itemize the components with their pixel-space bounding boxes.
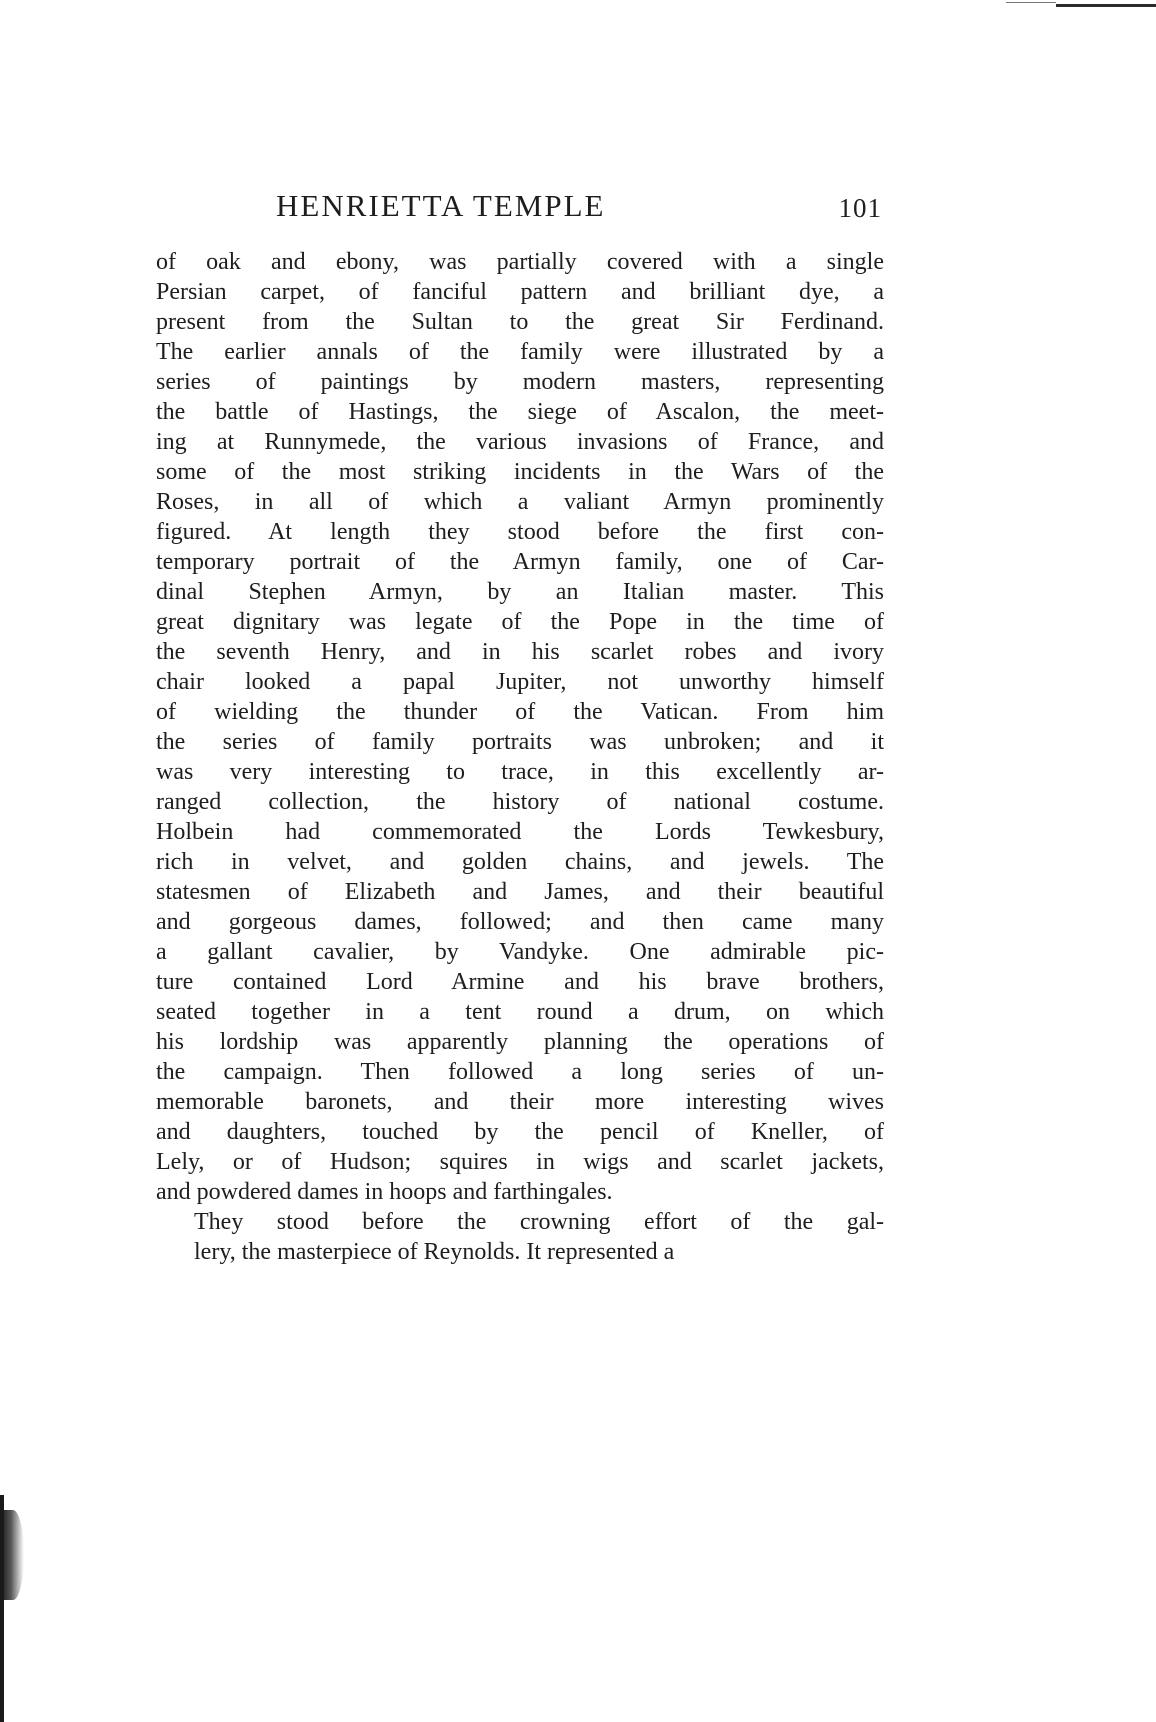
body-text xyxy=(156,247,884,1267)
text-line: the campaign. Then followed a long series of un- xyxy=(156,1059,884,1085)
running-title: HENRIETTA TEMPLE xyxy=(276,188,606,223)
scan-edge-mark xyxy=(1006,2,1056,3)
text-line: They stood before the crowning effort of the gal- xyxy=(194,1209,884,1235)
text-line: the series of family portraits was unbroken; and it xyxy=(156,729,884,755)
text-line: and gorgeous dames, followed; and then came many xyxy=(156,909,884,935)
paragraph xyxy=(156,1207,884,1267)
page-number: 101 xyxy=(838,193,882,223)
text-line: memorable baronets, and their more interesting wives xyxy=(156,1089,884,1115)
text-line: chair looked a papal Jupiter, not unworthy himself xyxy=(156,669,884,695)
paragraph xyxy=(156,247,884,1207)
text-line: figured. At length they stood before the first con- xyxy=(156,519,884,545)
text-line: ing at Runnymede, the various invasions of France, and xyxy=(156,429,884,455)
text-line: dinal Stephen Armyn, by an Italian master. This xyxy=(156,579,884,605)
text-line: some of the most striking incidents in the Wars of the xyxy=(156,459,884,485)
text-line: ture contained Lord Armine and his brave brothers, xyxy=(156,969,884,995)
text-line: the battle of Hastings, the siege of Ascalon, the meet- xyxy=(156,399,884,425)
text-line: lery, the masterpiece of Reynolds. It represented a xyxy=(194,1239,675,1265)
text-line: The earlier annals of the family were illustrated by a xyxy=(156,339,884,365)
text-line: Roses, in all of which a valiant Armyn prominently xyxy=(156,489,884,515)
text-line: series of paintings by modern masters, representing xyxy=(156,369,884,395)
scan-binding-edge xyxy=(0,1495,4,1722)
text-line: Persian carpet, of fanciful pattern and brilliant dye, a xyxy=(156,279,884,305)
text-line: of oak and ebony, was partially covered with a single xyxy=(156,249,884,275)
text-line: Lely, or of Hudson; squires in wigs and scarlet jackets, xyxy=(156,1149,884,1175)
text-line: seated together in a tent round a drum, on which xyxy=(156,999,884,1025)
scan-binding-shadow xyxy=(2,1510,24,1600)
text-line: the seventh Henry, and in his scarlet robes and ivory xyxy=(156,639,884,665)
text-line: present from the Sultan to the great Sir Ferdinand. xyxy=(156,309,884,335)
text-line: and powdered dames in hoops and farthingales. xyxy=(156,1179,613,1205)
text-line: Holbein had commemorated the Lords Tewkesbury, xyxy=(156,819,884,845)
text-line: was very interesting to trace, in this excellently ar- xyxy=(156,759,884,785)
scan-edge-mark xyxy=(1056,4,1156,7)
text-line: great dignitary was legate of the Pope in the time of xyxy=(156,609,884,635)
page-header xyxy=(150,186,890,230)
text-line: and daughters, touched by the pencil of Kneller, of xyxy=(156,1119,884,1145)
text-line: temporary portrait of the Armyn family, one of Car- xyxy=(156,549,884,575)
text-line: rich in velvet, and golden chains, and jewels. The xyxy=(156,849,884,875)
text-line: a gallant cavalier, by Vandyke. One admirable pic- xyxy=(156,939,884,965)
text-line: statesmen of Elizabeth and James, and their beautiful xyxy=(156,879,884,905)
text-line: his lordship was apparently planning the operations of xyxy=(156,1029,884,1055)
text-line: ranged collection, the history of national costume. xyxy=(156,789,884,815)
text-line: of wielding the thunder of the Vatican. From him xyxy=(156,699,884,725)
